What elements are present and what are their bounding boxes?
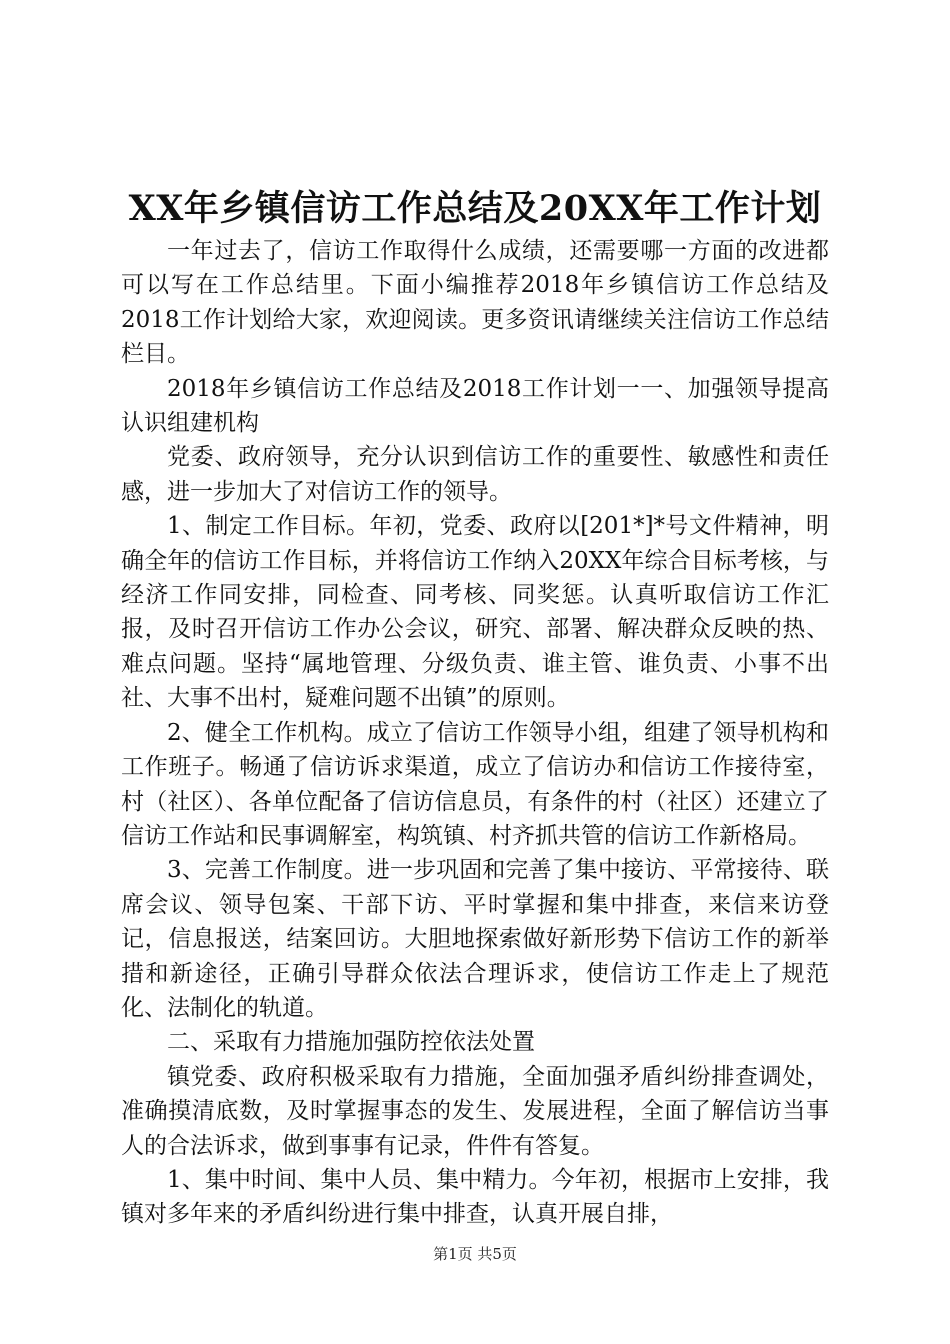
paragraph: 2、健全工作机构。成立了信访工作领导小组，组建了领导机构和工作班子。畅通了信访诉求渠道，成立了信访办和信访工作接待室，村（社区）、各单位配备了信访信息员，有条件的村（社区）还建立了信访工作站和民事调解室，构筑镇、村齐抓共管的信访工作新格局。: [121, 719, 829, 849]
paragraph: 党委、政府领导，充分认识到信访工作的重要性、敏感性和责任感，进一步加大了对信访工作的领导。: [121, 444, 829, 505]
paragraph: 1、制定工作目标。年初，党委、政府以[201*]*号文件精神，明确全年的信访工作目标，并将信访工作纳入20XX年综合目标考核，与经济工作同安排，同检查、同考核、同奖惩。认真听取信访工作汇报，及时召开信访工作办公会议，研究、部署、解决群众反映的热、难点问题。坚持“属地管理、分级负责、谁主管、谁负责、小事不出社、大事不出村，疑难问题不出镇”的原则。: [121, 513, 829, 712]
page-number-footer: 第1页 共5页: [433, 1245, 517, 1263]
paragraph: 3、完善工作制度。进一步巩固和完善了集中接访、平常接待、联席会议、领导包案、干部下访、平时掌握和集中排查，来信来访登记，信息报送，结案回访。大胆地探索做好新形势下信访工作的新举措和新途径，正确引导群众依法合理诉求，使信访工作走上了规范化、法制化的轨道。: [121, 857, 829, 1021]
document-body: [121, 234, 829, 1232]
section-heading: 二、采取有力措施加强防控依法处置: [167, 1029, 535, 1056]
paragraph: 1、集中时间、集中人员、集中精力。今年初，根据市上安排，我镇对多年来的矛盾纠纷进行集中排查，认真开展自排，: [121, 1166, 829, 1228]
paragraph: 2018年乡镇信访工作总结及2018工作计划一一、加强领导提高认识组建机构: [121, 375, 829, 437]
document-title: XX年乡镇信访工作总结及20XX年工作计划: [128, 188, 822, 229]
paragraph: 一年过去了，信访工作取得什么成绩，还需要哪一方面的改进都可以写在工作总结里。下面小编推荐2018年乡镇信访工作总结及2018工作计划给大家，欢迎阅读。更多资讯请继续关注信访工作总结栏目。: [121, 238, 829, 368]
paragraph: 镇党委、政府积极采取有力措施，全面加强矛盾纠纷排查调处，准确摸清底数，及时掌握事态的发生、发展进程，全面了解信访当事人的合法诉求，做到事事有记录，件件有答复。: [121, 1063, 829, 1159]
